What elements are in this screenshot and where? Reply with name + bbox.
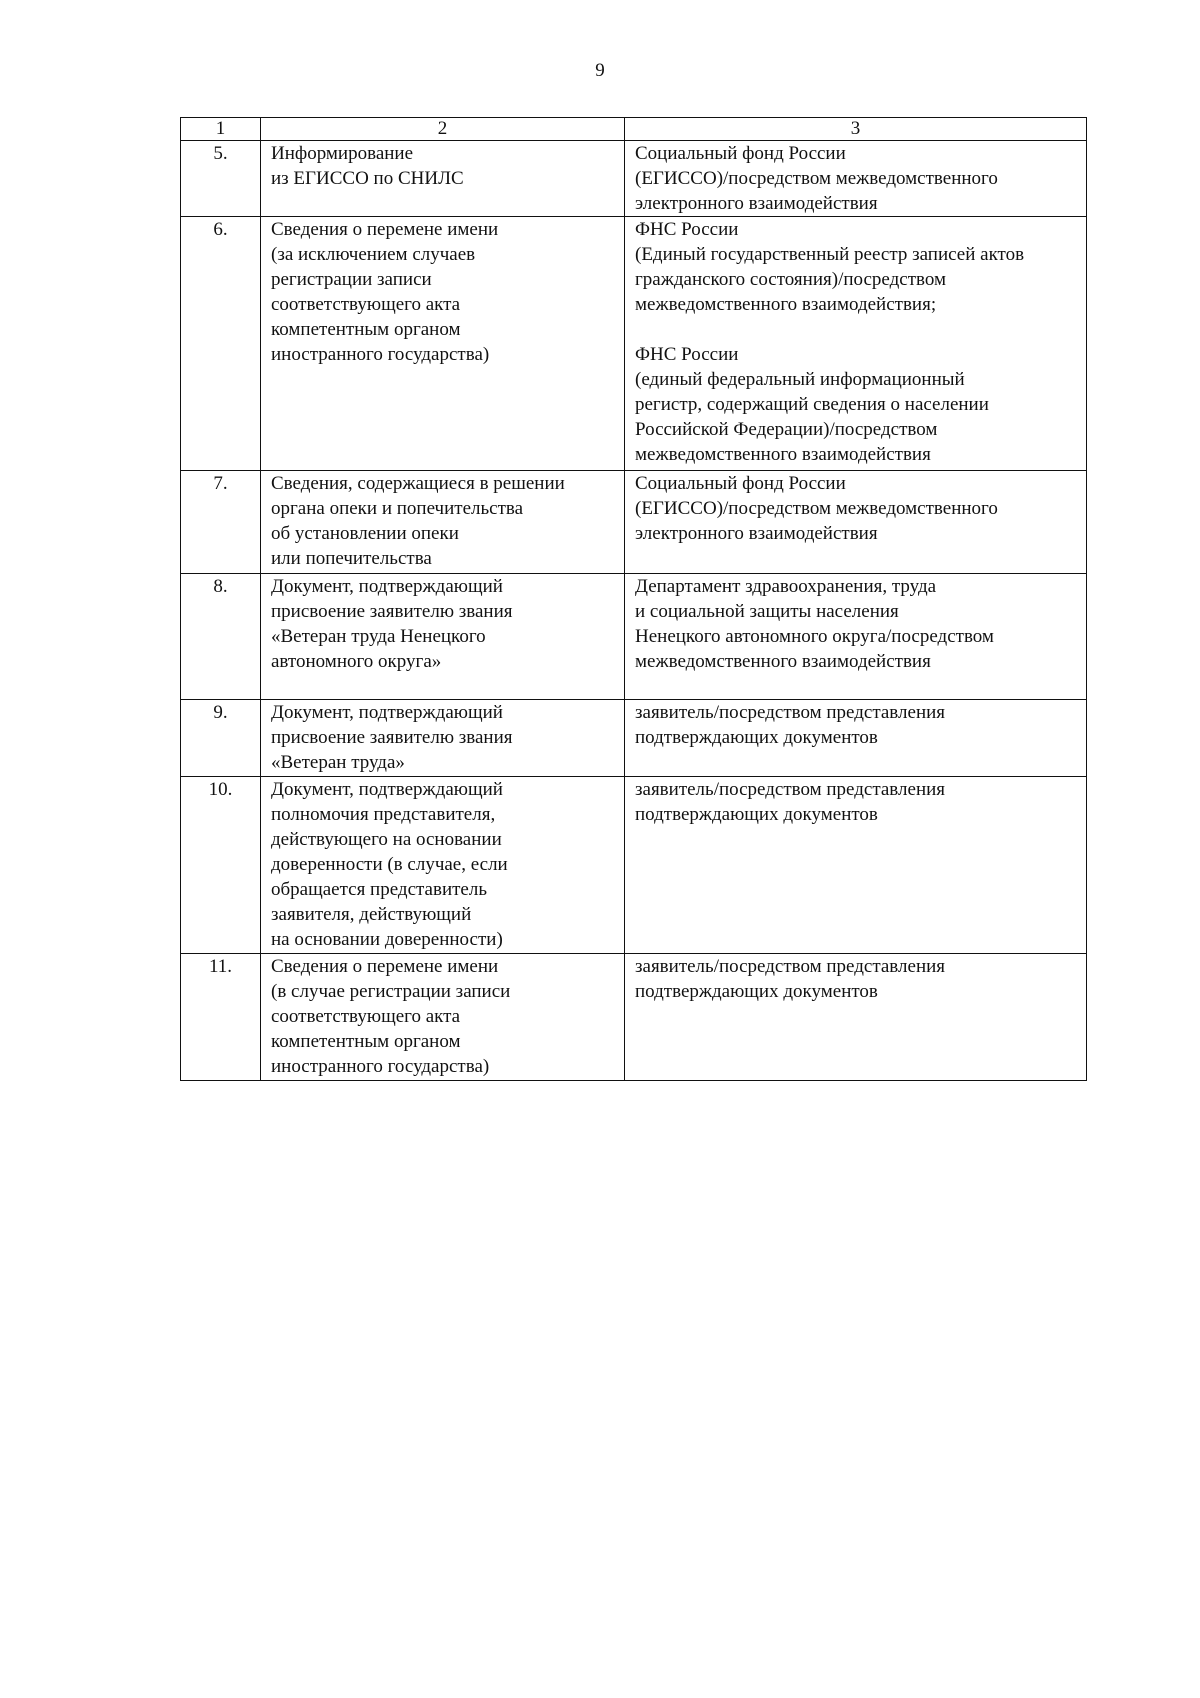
source-cell: заявитель/посредством представления подтверждающих документов xyxy=(625,777,1087,954)
source-cell: Социальный фонд России (ЕГИССО)/посредством межведомственного электронного взаимодействия xyxy=(625,471,1087,574)
table-row xyxy=(181,777,1087,954)
row-number: 8. xyxy=(181,574,261,700)
page-number: 9 xyxy=(595,60,605,81)
row-number: 11. xyxy=(181,954,261,1081)
document-cell: Сведения, содержащиеся в решении органа опеки и попечительства об установлении опеки или попечительства xyxy=(261,471,625,574)
table-row xyxy=(181,141,1087,217)
document-cell: Информирование из ЕГИССО по СНИЛС xyxy=(261,141,625,217)
document-cell: Документ, подтверждающий присвоение заявителю звания «Ветеран труда Ненецкого автономного округа» xyxy=(261,574,625,700)
source-cell: заявитель/посредством представления подтверждающих документов xyxy=(625,700,1087,777)
source-cell: Департамент здравоохранения, труда и социальной защиты населения Ненецкого автономного округа/посредством межведомственного взаимодействия xyxy=(625,574,1087,700)
document-cell: Документ, подтверждающий присвоение заявителю звания «Ветеран труда» xyxy=(261,700,625,777)
row-number: 9. xyxy=(181,700,261,777)
row-number: 7. xyxy=(181,471,261,574)
header-cell-3: 3 xyxy=(625,118,1087,141)
table-row xyxy=(181,471,1087,574)
source-cell: ФНС России (Единый государственный реестр записей актов гражданского состояния)/посредством межведомственного взаимодействия; ФНС России (единый федеральный информационный регистр, содержащий сведения о населении Российской Федерации)/посредством межведомственного взаимодействия xyxy=(625,217,1087,471)
table-header-row xyxy=(181,118,1087,141)
source-cell: заявитель/посредством представления подтверждающих документов xyxy=(625,954,1087,1081)
source-cell: Социальный фонд России (ЕГИССО)/посредством межведомственного электронного взаимодействия xyxy=(625,141,1087,217)
row-number: 5. xyxy=(181,141,261,217)
document-cell: Документ, подтверждающий полномочия представителя, действующего на основании доверенности (в случае, если обращается представитель заявителя, действующий на основании доверенности) xyxy=(261,777,625,954)
table-row xyxy=(181,217,1087,471)
header-cell-2: 2 xyxy=(261,118,625,141)
document-cell: Сведения о перемене имени (за исключением случаев регистрации записи соответствующего акта компетентным органом иностранного государства) xyxy=(261,217,625,471)
row-number: 6. xyxy=(181,217,261,471)
document-cell: Сведения о перемене имени (в случае регистрации записи соответствующего акта компетентным органом иностранного государства) xyxy=(261,954,625,1081)
row-number: 10. xyxy=(181,777,261,954)
documents-table xyxy=(180,117,1087,1081)
table-row xyxy=(181,574,1087,700)
header-cell-1: 1 xyxy=(181,118,261,141)
table-row xyxy=(181,954,1087,1081)
table-row xyxy=(181,700,1087,777)
